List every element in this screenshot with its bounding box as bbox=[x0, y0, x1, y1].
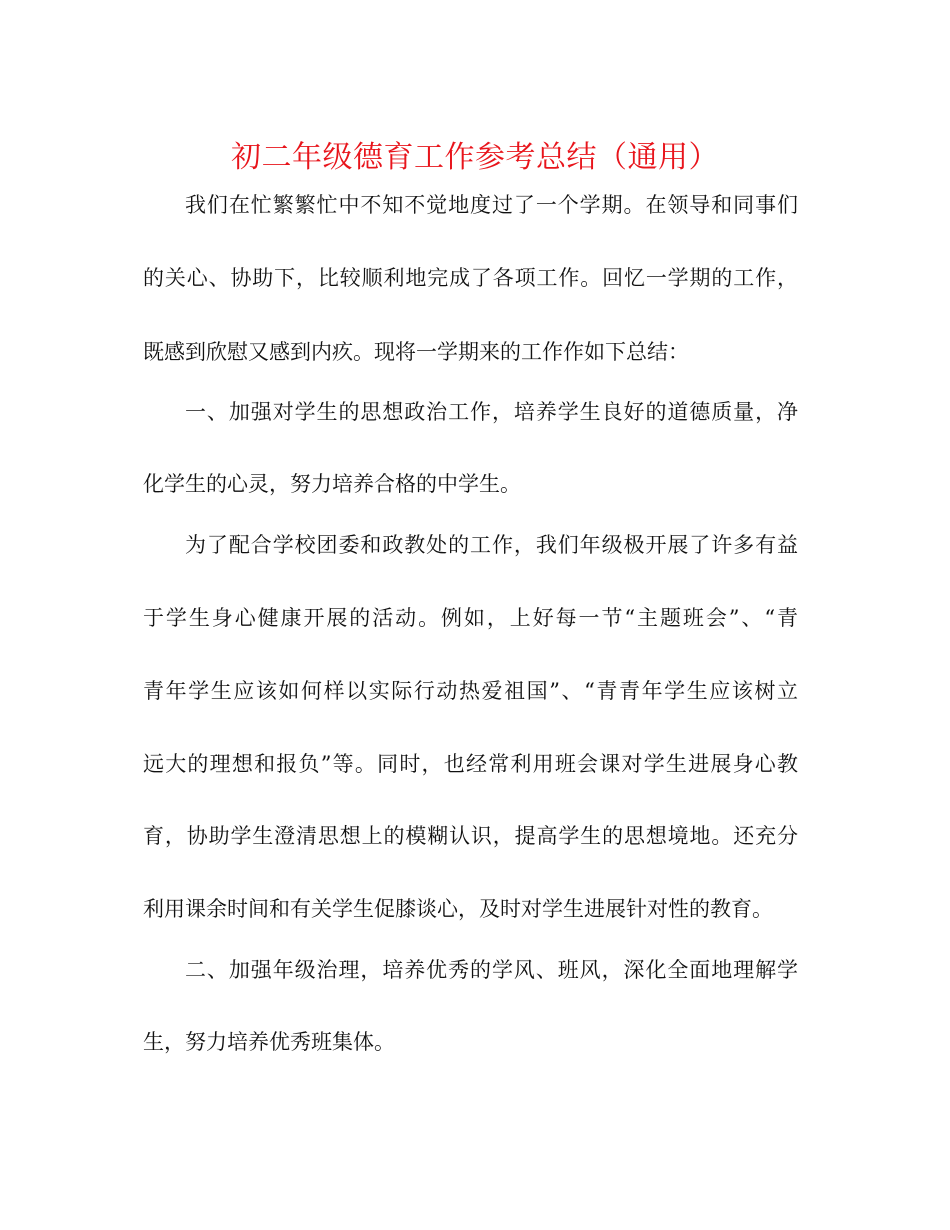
paragraph-1-line-3: 既感到欣慰又感到内疚。现将一学期来的工作作如下总结： bbox=[143, 340, 689, 364]
paragraph-3-line-2: 于学生身心健康开展的活动。例如，上好每一节“主题班会”、“青 bbox=[143, 606, 798, 630]
document-title: 初二年级德育工作参考总结（通用） bbox=[231, 140, 719, 175]
paragraph-2-line-2: 化学生的心灵，努力培养合格的中学生。 bbox=[143, 472, 521, 496]
paragraph-3-line-3: 青年学生应该如何样以实际行动热爱祖国”、“青青年学生应该树立 bbox=[143, 679, 798, 703]
paragraph-1-line-1: 我们在忙繁繁忙中不知不觉地度过了一个学期。在领导和同事们 bbox=[185, 193, 798, 217]
paragraph-3-line-1: 为了配合学校团委和政教处的工作，我们年级极开展了许多有益 bbox=[185, 533, 798, 557]
paragraph-3-line-4: 远大的理想和报负”等。同时，也经常利用班会课对学生进展身心教 bbox=[143, 752, 798, 776]
paragraph-3-line-5: 育，协助学生澄清思想上的模糊认识，提高学生的思想境地。还充分 bbox=[143, 824, 798, 848]
paragraph-3-line-6: 利用课余时间和有关学生促膝谈心，及时对学生进展针对性的教育。 bbox=[143, 897, 773, 921]
paragraph-4-line-1: 二、加强年级治理，培养优秀的学风、班风，深化全面地理解学 bbox=[185, 958, 798, 982]
paragraph-2-line-1: 一、加强对学生的思想政治工作，培养学生良好的道德质量，净 bbox=[185, 400, 798, 424]
paragraph-1-line-2: 的关心、协助下，比较顺利地完成了各项工作。回忆一学期的工作， bbox=[143, 266, 798, 290]
paragraph-4-line-2: 生，努力培养优秀班集体。 bbox=[143, 1030, 395, 1054]
